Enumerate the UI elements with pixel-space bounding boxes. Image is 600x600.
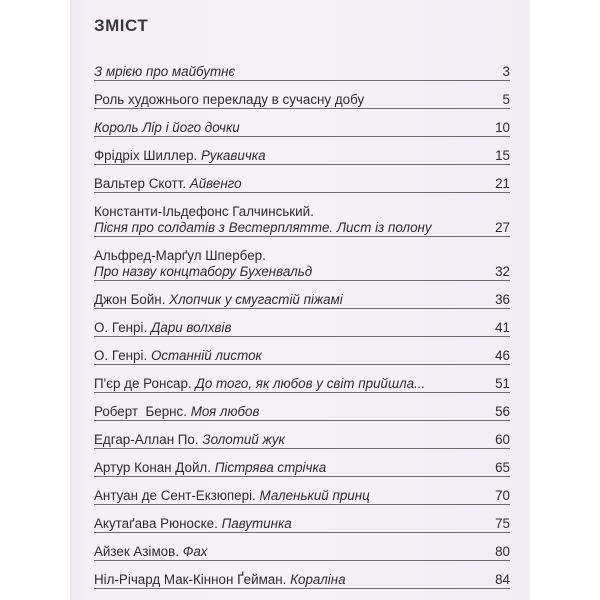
toc-entry-author: Ніл-Річард Мак-Кіннон Ґейман. <box>94 572 287 587</box>
toc-entry <box>94 376 510 393</box>
toc-entry <box>94 64 510 81</box>
toc-entry-author: Антуан де Сент-Екзюпері. <box>94 488 256 503</box>
toc-entry-text <box>94 92 510 108</box>
toc-entry-text <box>94 516 510 532</box>
toc-entry-title: Маленький принц <box>259 488 370 503</box>
toc-entry-title: Айвенго <box>189 176 242 191</box>
toc-entry-author: Артур Конан Дойл. <box>94 460 211 475</box>
toc-entry-author: Фрідріх Шиллер. <box>94 148 198 163</box>
toc-entry-author: Акутаґава Рюноске. <box>94 516 218 531</box>
toc-entry-author: Роль художнього перекладу в сучасну добу <box>94 92 365 107</box>
toc-entry-text <box>94 64 510 80</box>
toc-entry <box>94 348 510 365</box>
toc-entry-text <box>94 488 510 504</box>
toc-entry-author: Вальтер Скотт. <box>94 176 187 191</box>
toc-entry-text <box>94 176 510 192</box>
toc-entry-author: Едгар-Аллан По. <box>94 432 199 447</box>
toc-entry-title: Пісня про солдатів з Вестерплятте. Лист із полону <box>94 220 432 235</box>
toc-entry <box>94 516 510 533</box>
toc-entry-page: 10 <box>495 120 510 135</box>
table-of-contents <box>94 64 510 600</box>
toc-entry-author: Айзек Азімов. <box>94 544 179 559</box>
toc-entry-page: 80 <box>495 544 510 559</box>
toc-entry-text <box>94 432 510 448</box>
toc-entry-text <box>94 460 510 476</box>
toc-entry-title: Хлопчик у смугастій піжамі <box>169 292 343 307</box>
toc-entry-title: Дари волхвів <box>150 320 232 335</box>
toc-entry-text <box>94 404 510 420</box>
toc-entry-author: Джон Бойн. <box>94 292 166 307</box>
toc-entry-page: 56 <box>495 404 510 419</box>
toc-entry-page: 41 <box>495 320 510 335</box>
toc-entry <box>94 488 510 505</box>
toc-entry <box>94 120 510 137</box>
toc-entry-title: До того, як любов у світ прийшла... <box>195 376 426 391</box>
toc-entry-page: 3 <box>502 64 510 79</box>
toc-entry-text <box>94 348 510 364</box>
toc-entry <box>94 404 510 421</box>
book-page <box>70 0 530 600</box>
toc-entry <box>94 248 510 281</box>
toc-entry-author: О. Генрі. <box>94 348 148 363</box>
toc-entry <box>94 292 510 309</box>
toc-entry-text <box>94 120 510 136</box>
toc-entry-text <box>94 320 510 336</box>
toc-entry-author: О. Генрі. <box>94 320 148 335</box>
toc-entry-title: Золотий жук <box>202 432 285 447</box>
toc-entry <box>94 148 510 165</box>
toc-entry-page: 84 <box>495 572 510 587</box>
toc-entry-title: Про назву концтабору Бухенвальд <box>94 264 313 279</box>
toc-entry-author: Альфред-Марґул Шпербер. <box>94 248 266 263</box>
toc-entry-title: Моя любов <box>190 404 260 419</box>
toc-entry-title: Пістрява стрічка <box>214 460 327 475</box>
toc-entry-page: 36 <box>495 292 510 307</box>
toc-entry-author: П'єр де Ронсар. <box>94 376 192 391</box>
toc-entry <box>94 204 510 237</box>
toc-entry-page: 21 <box>495 176 510 191</box>
toc-entry <box>94 92 510 109</box>
page-title: ЗМІСТ <box>94 16 149 35</box>
toc-entry-page: 65 <box>495 460 510 475</box>
toc-entry <box>94 320 510 337</box>
toc-entry-page: 70 <box>495 488 510 503</box>
toc-entry-page: 32 <box>495 264 510 279</box>
toc-entry <box>94 460 510 477</box>
toc-entry-author: Константи-Ільдефонс Галчинський. <box>94 204 314 219</box>
toc-entry-text <box>94 292 510 308</box>
toc-entry <box>94 432 510 449</box>
toc-entry-page: 51 <box>495 376 510 391</box>
toc-entry <box>94 176 510 193</box>
toc-entry-page: 46 <box>495 348 510 363</box>
toc-entry-page: 27 <box>495 220 510 235</box>
toc-entry-title: Король Лір і його дочки <box>94 120 240 135</box>
toc-entry <box>94 544 510 561</box>
toc-entry-page: 60 <box>495 432 510 447</box>
toc-entry-author: Роберт Бернс. <box>94 404 187 419</box>
toc-entry-text <box>94 544 510 560</box>
toc-entry-page: 5 <box>502 92 510 107</box>
toc-entry-text <box>94 148 510 164</box>
toc-entry-title: Фах <box>182 544 208 559</box>
toc-entry-text <box>94 572 510 588</box>
toc-entry-title: Павутинка <box>221 516 292 531</box>
toc-entry <box>94 572 510 589</box>
toc-entry-text <box>94 376 510 392</box>
toc-entry-title: Кораліна <box>290 572 346 587</box>
toc-entry-title: З мрією про майбутнє <box>94 64 236 79</box>
toc-entry-title: Останній листок <box>150 348 262 363</box>
toc-entry-page: 15 <box>495 148 510 163</box>
toc-entry-page: 75 <box>495 516 510 531</box>
toc-entry-title: Рукавичка <box>200 148 266 163</box>
